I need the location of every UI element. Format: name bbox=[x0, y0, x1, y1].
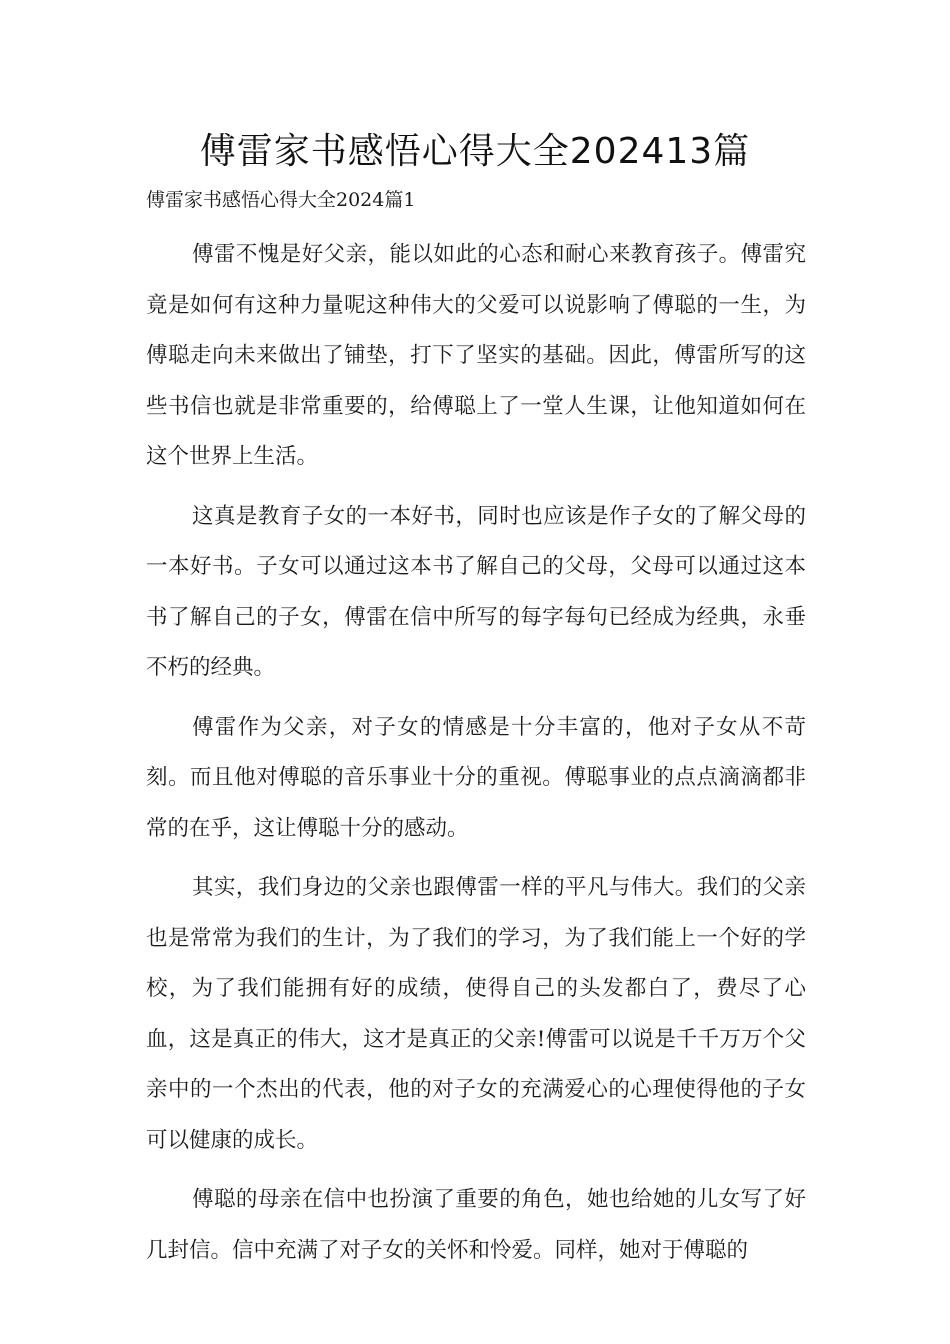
document-title: 傅雷家书感悟心得大全202413篇 bbox=[199, 131, 751, 172]
paragraph-5: 傅聪的母亲在信中也扮演了重要的角色，她也给她的儿女写了好几封信。信中充满了对子女的关怀和怜爱。同样，她对于傅聪的 bbox=[146, 1187, 806, 1263]
paragraph-1: 傅雷不愧是好父亲，能以如此的心态和耐心来教育孩子。傅雷究竟是如何有这种力量呢这种伟大的父爱可以说影响了傅聪的一生，为傅聪走向未来做出了铺垫，打下了坚实的基础。因此，傅雷所写的这些书信也就是非常重要的，给傅聪上了一堂人生课，让他知道如何在这个世界上生活。 bbox=[146, 242, 806, 469]
paragraph-4: 其实，我们身边的父亲也跟傅雷一样的平凡与伟大。我们的父亲也是常常为我们的生计，为了我们的学习，为了我们能上一个好的学校，为了我们能拥有好的成绩，使得自己的头发都白了，费尽了心血，这是真正的伟大，这才是真正的父亲!傅雷可以说是千千万万个父亲中的一个杰出的代表，他的对子女的充满爱心的心理使得他的子女可以健康的成长。 bbox=[146, 875, 806, 1153]
section-heading: 傅雷家书感悟心得大全2024篇1 bbox=[146, 189, 416, 211]
paragraph-3: 傅雷作为父亲，对子女的情感是十分丰富的，他对子女从不苛刻。而且他对傅聪的音乐事业十分的重视。傅聪事业的点点滴滴都非常的在乎，这让傅聪十分的感动。 bbox=[146, 714, 806, 841]
paragraph-2: 这真是教育子女的一本好书，同时也应该是作子女的了解父母的一本好书。子女可以通过这本书了解自己的父母，父母可以通过这本书了解自己的子女，傅雷在信中所写的每字每句已经成为经典，永垂不朽的经典。 bbox=[146, 503, 806, 680]
document-body bbox=[146, 230, 806, 1285]
